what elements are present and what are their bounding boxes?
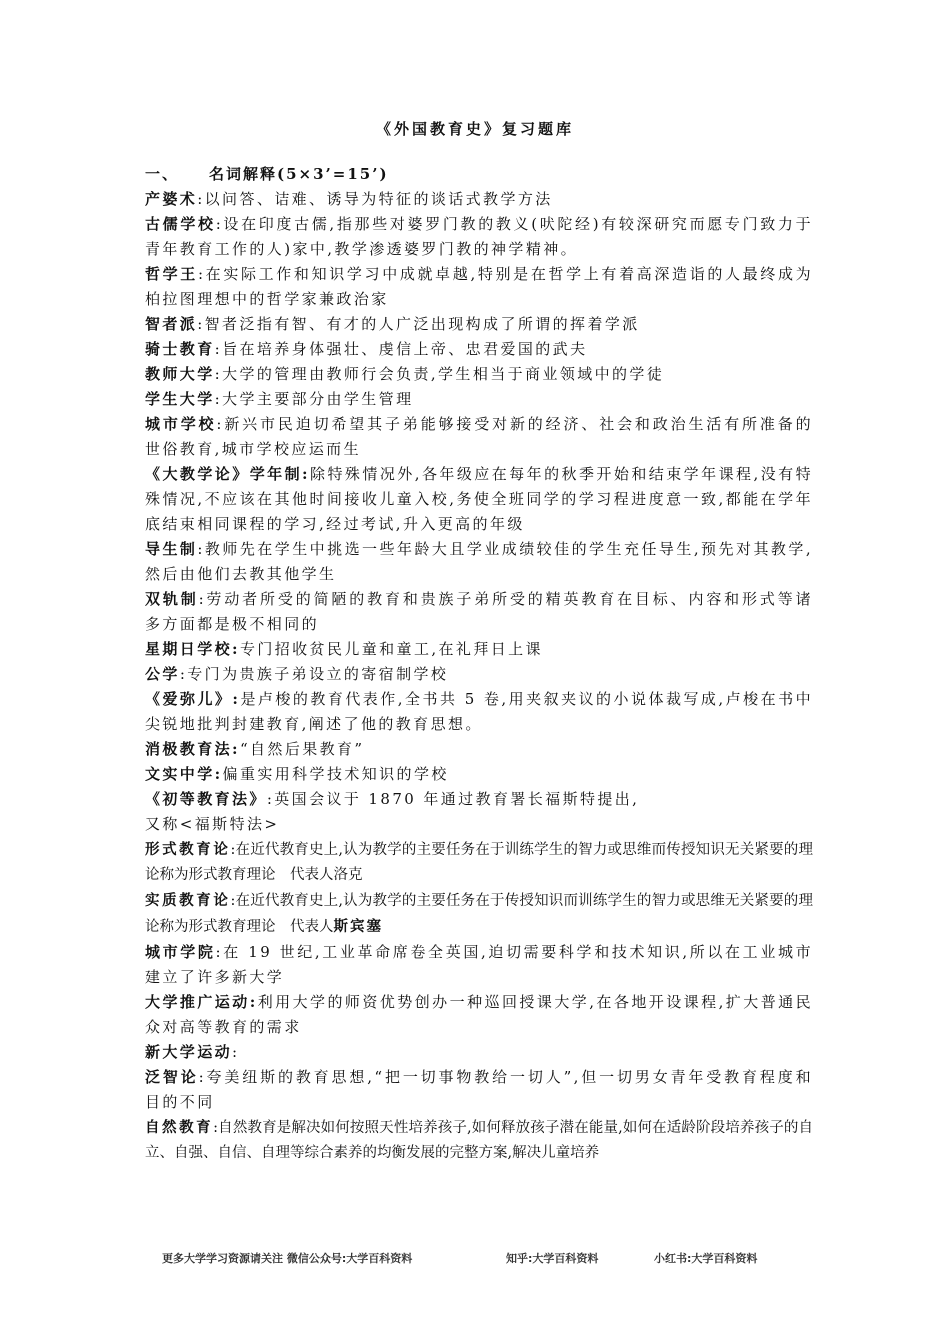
entry-term: 产婆术 (145, 190, 198, 208)
entry-term: 实质教育论 (145, 892, 231, 909)
entry-term: 双轨制 (145, 590, 199, 608)
entry-definition: :教师先在学生中挑选一些年龄大且学业成绩较佳的学生充任导生,预先对其教学,然后由他们去教其他学生 (145, 540, 813, 583)
entry-teacher-university (145, 362, 813, 387)
entry-definition: 除特殊情况外,各年级应在每年的秋季开始和结束学年课程,没有特殊情况,不应该在其他时间接收儿童入校,务使全班同学的学习程进度意一致,都能在学年底结束相同课程的学习,经过考试,升入更高的年级 (145, 465, 813, 533)
entry-city-school (145, 412, 813, 462)
entry-definition: :在近代教育史上,认为教学的主要任务在于传授知识而训练学生的智力或思维无关紧要的理论称为形式教育理论 代表人 (145, 893, 813, 935)
entry-term: 星期日学校: (145, 640, 240, 658)
section-number: 一、 (145, 165, 180, 183)
entry-term: 教师大学 (145, 365, 215, 383)
entry-school-year-system (145, 462, 813, 537)
entry-student-university (145, 387, 813, 412)
section-heading (145, 162, 813, 187)
entry-term: 新大学运动 (145, 1043, 233, 1061)
entry-sunday-school (145, 637, 813, 662)
entry-chanposhu (145, 187, 813, 212)
entry-definition: :英国会议于 1870 年通过教育署长福斯特提出, (266, 790, 640, 808)
entry-term: 形式教育论 (145, 841, 231, 858)
entry-formal-education-theory (145, 837, 813, 888)
section-title: 名词解释(5×3’=15’) (209, 165, 389, 183)
entry-term: 哲学王 (145, 265, 198, 283)
entry-definition: “自然后果教育” (239, 740, 365, 758)
entry-elementary-education-act (145, 787, 813, 837)
entry-natural-education (145, 1115, 813, 1166)
entry-definition: :设在印度古儒,指那些对婆罗门教的教义(吠陀经)有较深研究而愿专门致力于青年教育工作的人)家中,教学渗透婆罗门教的神学精神。 (145, 215, 813, 258)
entry-monitorial-system (145, 537, 813, 587)
entry-term: 骑士教育 (145, 340, 215, 358)
entry-new-university-movement (145, 1040, 813, 1065)
entry-definition: :在 19 世纪,工业革命席卷全英国,迫切需要科学和技术知识,所以在工业城市建立了许多新大学 (145, 943, 813, 986)
entry-definition: :智者泛指有智、有才的人广泛出现构成了所谓的挥着学派 (197, 315, 640, 333)
entry-definition: :自然教育是解决如何按照天性培养孩子,如何释放孩子潜在能量,如何在适龄阶段培养孩子的自立、自强、自信、自理等综合素养的均衡发展的完整方案,解决儿童培养 (145, 1120, 813, 1161)
entry-definition-highlight: 斯宾塞 (333, 918, 383, 935)
entry-guru-school (145, 212, 813, 262)
entry-definition: 是卢梭的教育代表作,全书共 5 卷,用夹叙夹议的小说体裁写成,卢梭在书中尖锐地批判封建教育,阐述了他的教育思想。 (145, 690, 813, 733)
entry-public-school (145, 662, 813, 687)
entry-term: 智者派 (145, 315, 198, 333)
entry-definition: 利用大学的师资优势创办一种巡回授课大学,在各地开设课程,扩大普通民众对高等教育的需求 (145, 993, 813, 1036)
entry-definition: :夸美纽斯的教育思想,“把一切事物教给一切人”,但一切男女青年受教育程度和目的不同 (145, 1068, 814, 1111)
entry-term: 《初等教育法》 (145, 790, 267, 808)
entry-definition: :专门为贵族子弟设立的寄宿制学校 (179, 665, 449, 683)
entry-term: 《爱弥儿》: (145, 690, 241, 708)
document-title: 《外国教育史》复习题库 (375, 120, 574, 138)
entry-definition: 专门招收贫民儿童和童工,在礼拜日上课 (239, 640, 543, 658)
entry-term: 消极教育法: (145, 740, 240, 758)
entry-definition: :以问答、诘难、诱导为特征的谈话式教学方法 (197, 190, 553, 208)
entry-definition: :在实际工作和知识学习中成就卓越,特别是在哲学上有着高深造诣的人最终成为柏拉图理想中的哲学家兼政治家 (145, 265, 814, 308)
entry-negative-education (145, 737, 813, 762)
entry-term: 文实中学: (145, 765, 223, 783)
entry-definition: :大学的管理由教师行会负责,学生相当于商业领域中的学徒 (214, 365, 665, 383)
entry-definition: 偏重实用科学技术知识的学校 (222, 765, 449, 783)
entry-term: 古儒学校 (145, 215, 216, 233)
entry-dual-track (145, 587, 813, 637)
entry-term: 导生制 (145, 540, 198, 558)
entry-university-extension (145, 990, 813, 1040)
entry-sophists (145, 312, 813, 337)
entry-knight-education (145, 337, 813, 362)
entry-material-education-theory (145, 888, 813, 940)
entry-term: 自然教育 (145, 1119, 214, 1136)
entry-term: 学生大学 (145, 390, 215, 408)
entry-definition: :劳动者所受的简陋的教育和贵族子弟所受的精英教育在目标、内容和形式等诸多方面都是极不相同的 (145, 590, 813, 633)
entry-city-college (145, 940, 813, 990)
entry-definition: : (232, 1043, 240, 1061)
footer-wechat-note: 更多大学学习资源请关注 微信公众号:大学百科资料 (162, 1252, 413, 1265)
entry-term: 公学 (145, 665, 180, 683)
entry-definition: :大学主要部分由学生管理 (214, 390, 414, 408)
footer-zhihu-note: 知乎:大学百科资料 (506, 1252, 599, 1265)
entry-term: 《大教学论》学年制: (145, 465, 310, 483)
entry-term: 大学推广运动: (145, 993, 258, 1011)
entry-term: 城市学院 (145, 943, 216, 961)
entry-definition-continued: 又称<福斯特法> (145, 815, 280, 833)
entry-philosopher-king (145, 262, 813, 312)
entry-definition: :旨在培养身体强壮、虔信上帝、忠君爱国的武夫 (214, 340, 588, 358)
document-body (145, 162, 813, 1166)
entry-definition: :在近代教育史上,认为教学的主要任务在于训练学生的智力或思维而传授知识无关紧要的理论称为形式教育理论 代表人洛克 (145, 842, 813, 883)
entry-term: 泛智论 (145, 1068, 199, 1086)
entry-term: 城市学校 (145, 415, 217, 433)
entry-emile (145, 687, 813, 737)
footer-xiaohongshu-note: 小红书:大学百科资料 (654, 1252, 758, 1265)
entry-realschule (145, 762, 813, 787)
entry-pansophism (145, 1065, 813, 1115)
entry-definition: :新兴市民迫切希望其子弟能够接受对新的经济、社会和政治生活有所准备的世俗教育,城市学校应运而生 (145, 415, 813, 458)
